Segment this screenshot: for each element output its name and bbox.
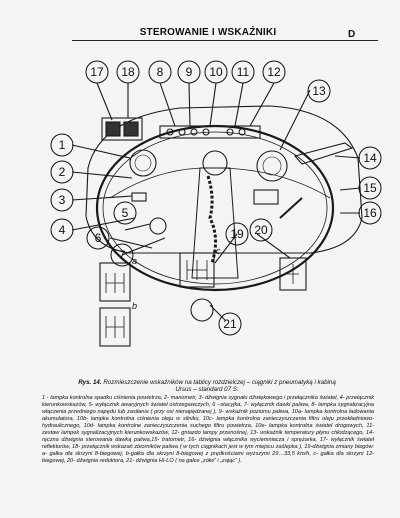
hi-lo-dial <box>191 299 213 321</box>
panel-letter-c: c <box>216 246 221 256</box>
gauge-left <box>130 150 156 176</box>
svg-text:8: 8 <box>156 65 164 79</box>
svg-text:1: 1 <box>58 138 66 152</box>
callout-15 <box>359 177 381 199</box>
section-letter: D <box>348 29 356 40</box>
svg-text:9: 9 <box>185 65 193 79</box>
svg-text:17: 17 <box>90 65 104 79</box>
callout-21 <box>219 313 241 335</box>
panel-letter-a: a <box>132 256 138 266</box>
callout-1 <box>51 134 73 156</box>
callout-16 <box>359 202 381 224</box>
figure-caption-heading <box>42 379 372 394</box>
header-divider <box>72 40 378 41</box>
svg-text:19: 19 <box>230 227 244 241</box>
ignition-switch <box>150 218 166 234</box>
throttle-lever <box>295 143 352 164</box>
callout-11 <box>232 61 254 83</box>
callout-3 <box>51 189 73 211</box>
callout-2 <box>51 161 73 183</box>
svg-text:2: 2 <box>58 165 66 179</box>
svg-text:4: 4 <box>58 223 66 237</box>
svg-text:15: 15 <box>363 181 377 195</box>
figure-label: Rys. 14. <box>78 379 102 386</box>
svg-text:18: 18 <box>121 65 135 79</box>
svg-text:16: 16 <box>363 206 377 220</box>
section-title: STEROWANIE I WSKAŹNIKI <box>139 27 277 38</box>
svg-text:14: 14 <box>363 151 377 165</box>
callout-4 <box>51 219 73 241</box>
callout-18 <box>117 61 139 83</box>
callout-19 <box>226 223 248 245</box>
gauge-right <box>257 151 287 181</box>
callout-5 <box>114 202 136 224</box>
callout-10 <box>205 61 227 83</box>
callout-13 <box>308 80 330 102</box>
svg-text:5: 5 <box>121 206 129 220</box>
gauge-center <box>203 151 227 175</box>
figure-legend-text: 1 - lampka kontrolna spadku ciśnienia powietrza, 2- manometr, 3- dźwignia sygnału dźwiękowego i przełącznika świateł, 4- przełącznik kierunkowskazów, 5- wyłącznik awaryjnych świateł ostrzegawczych, 6 –stacyjka, 7- wyłącznik dawki paliwa, 8- lampka sygnalizacyjna włączenia przedniego napędu lub zasiłania ( przy osi nienapędzanej ), 9- wskaźnik poziomu paliwa, 10a- lampka kontrolna ładowania akumulatora, 10b- lampka kontrolna ciśnienia oleju w silniku, 10c- lampka kontrolna zanieczyszczenia filtru oleju przekładniowo-hydraulicznego, 10d- lampka kontrolne zanieczyszczenia suchego filtru powietrza, 10e- lampka kontrolna świateł drogowych, 11- zestaw lampek sygnalizacyjnych kierunkowskazów, 12- gniazdo lampy przenośnej, 13- wskaźnik temperatury płynu chłodzącego, 14- ręczna dźwignia sterowania dawką paliwa,15- tratometr, 16- dźwignia włącznika wyciemniacza i sprężarka, 17- wyłącznik świateł reflektorów, 18- przełącznik wskazań zbiorników paliwa ( w tych ciągnikach jest w tym miejscu zaślepka ), 19-dźwignia zmiany biegów: a- gałka dla skrzyni 8-biegowej, b-gałka dla skrzyni 8-biegowej z prędkościami wyższymi 29…33,5 km/h, c- gałka dla skrzyni 12-biegowej, 20- dźwignia reduktora, 21- dźwignia HI-LO ( na gałce „zółw” i „zając” ). <box>42 395 374 465</box>
svg-text:3: 3 <box>58 193 66 207</box>
svg-text:6: 6 <box>94 231 102 245</box>
figure-title: Rozmieszczenie wskaźników na tablicy rozdzielczej – ciągniki z pneumatyką i kabiną <box>103 379 336 386</box>
svg-text:7: 7 <box>118 248 126 262</box>
svg-text:13: 13 <box>312 84 326 98</box>
svg-text:12: 12 <box>267 65 281 79</box>
callout-14 <box>359 147 381 169</box>
dashboard-figure <box>40 48 385 358</box>
callout-20 <box>250 219 272 241</box>
svg-text:21: 21 <box>223 317 237 331</box>
callout-8 <box>149 61 171 83</box>
callout-9 <box>178 61 200 83</box>
svg-text:20: 20 <box>254 223 268 237</box>
svg-text:10: 10 <box>209 65 223 79</box>
panel-letter-b: b <box>132 301 138 311</box>
figure-subtitle: Ursus – standard 07 S: <box>175 386 239 394</box>
callout-12 <box>263 61 285 83</box>
callout-17 <box>86 61 108 83</box>
svg-text:11: 11 <box>236 65 250 79</box>
